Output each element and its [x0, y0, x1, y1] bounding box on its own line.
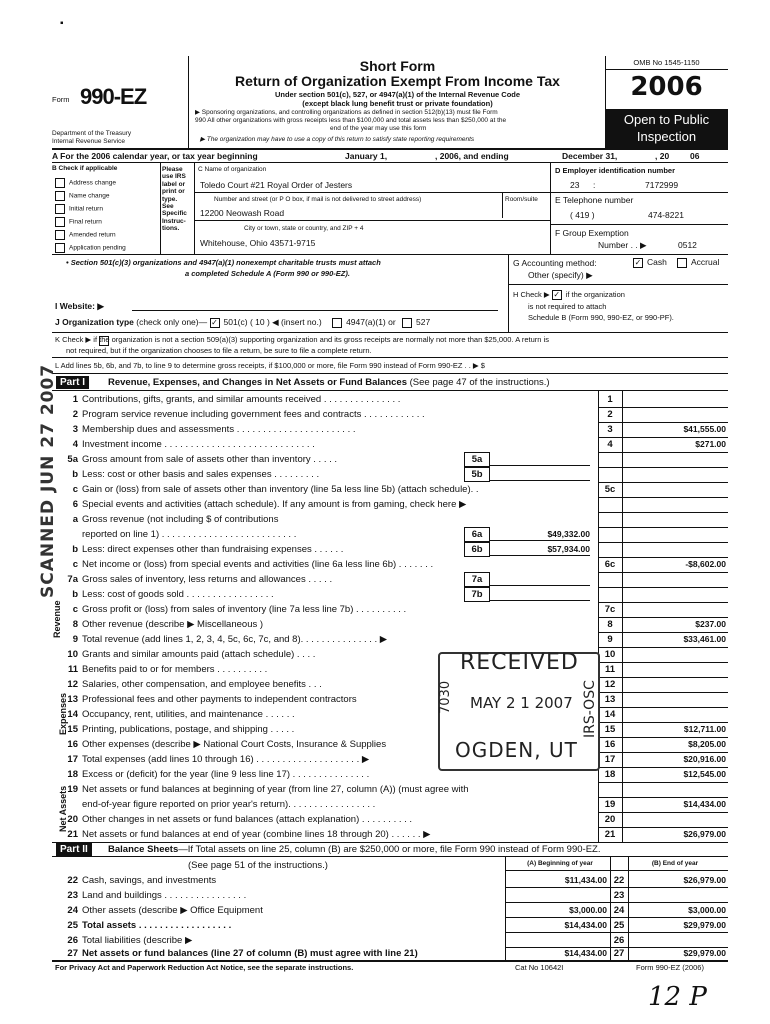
line-number: c [72, 484, 78, 495]
line-number: 8 [72, 619, 78, 630]
inner-amount[interactable] [490, 587, 590, 601]
scan-mark: ▪ [60, 18, 64, 29]
part-1-line [52, 602, 728, 617]
received-text: RECEIVED [460, 650, 579, 675]
line-box-label: 4 [607, 439, 613, 450]
part-1-line [52, 407, 728, 422]
tax-year: 2006 [630, 72, 703, 102]
line-description: Other expenses (describe ▶ National Court Costs, Insurance & Supplies [82, 739, 387, 750]
line-description: Contributions, gifts, grants, and similar amounts received . . . . . . . . . . . . . . . [82, 394, 401, 405]
end-year-amount[interactable]: $3,000.00 [688, 905, 726, 915]
part-2-line [52, 946, 728, 961]
line-description: Total expenses (add lines 10 through 16) . . . . . . . . . . . . . . . . . . . . ▶ [82, 754, 370, 765]
org-name[interactable]: Toledo Court #21 Royal Order of Jesters [200, 180, 353, 190]
line-box-label: 24 [613, 905, 625, 916]
open-public-text: Open to Public [623, 112, 710, 127]
city-label: City or town, state or country, and ZIP + 4 [244, 225, 364, 232]
part-1-line [52, 707, 728, 722]
line-box-label: 3 [607, 424, 613, 435]
line-description: Other changes in net assets or fund balances (attach explanation) . . . . . . . . . . [82, 814, 413, 825]
part-1-line [52, 797, 728, 812]
line-number: 5a [67, 454, 78, 465]
line-k-2: not required, but if the organization chooses to file a return, be sure to file a complete return. [66, 346, 372, 355]
part-1-line [52, 647, 728, 662]
side-label-net-assets: Net Assets [58, 785, 68, 832]
line-number: 21 [67, 829, 78, 840]
schedule-b-checkbox[interactable]: ✓ [553, 290, 561, 300]
check-final-return[interactable]: Final return [55, 217, 102, 227]
line-description: Professional fees and other payments to independent contractors [82, 694, 357, 705]
line-number: b [72, 544, 78, 555]
side-label-expenses: Expenses [58, 692, 68, 735]
inner-amount[interactable] [490, 467, 590, 481]
street-label: Number and street (or P O box, if mail is not delivered to street address) [214, 196, 422, 203]
line-number: 27 [67, 948, 78, 959]
accounting-accrual[interactable]: Accrual [677, 257, 719, 268]
handwritten-note: 12 P [648, 982, 707, 1012]
part-1-line [52, 587, 728, 602]
beginning-year-amount[interactable]: $14,434.00 [564, 920, 607, 930]
telephone-area[interactable]: ( 419 ) [570, 210, 595, 220]
line-number: 26 [67, 935, 78, 946]
line-box-label: 5c [604, 484, 616, 495]
line-k: K Check ▶ if the organization is not a section 509(a)(3) supporting organization and its gross receipts are normally not more than $25,000. A return is [55, 335, 549, 344]
form-title: Return of Organization Exempt From Income Tax [235, 73, 560, 89]
part-1-line [52, 722, 728, 737]
part-1-line [52, 497, 728, 512]
part-1-line [52, 512, 728, 527]
part-1-line [52, 812, 728, 827]
line-amount[interactable]: $41,555.00 [683, 424, 726, 434]
line-description: reported on line 1) . . . . . . . . . . . . . . . . . . . . . . . . . . [82, 529, 297, 540]
accounting-method-label: G Accounting method: [513, 258, 597, 268]
line-number: b [72, 469, 78, 480]
line-number: 11 [67, 664, 78, 675]
line-number: 13 [67, 694, 78, 705]
tax-year-begin: January 1, [345, 151, 388, 161]
line-number: 14 [67, 709, 78, 720]
line-number: 1 [72, 394, 78, 405]
line-description: Grants and similar amounts paid (attach schedule) . . . . [82, 649, 316, 660]
line-a-mid: , 2006, and ending [435, 151, 509, 161]
beginning-year-amount[interactable]: $14,434.00 [564, 948, 607, 958]
line-box-label: 14 [604, 709, 616, 720]
telephone-number[interactable]: 474-8221 [648, 210, 684, 220]
part-1-line [52, 617, 728, 632]
line-description: Net assets or fund balances at end of year (combine lines 18 through 20) . . . . . . ▶ [82, 829, 431, 840]
part-1-line [52, 827, 728, 842]
line-number: 22 [67, 875, 78, 886]
ein-suffix[interactable]: 7172999 [645, 180, 679, 190]
form-footer-id: Form 990-EZ (2006) [636, 963, 704, 972]
line-box-label: 2 [607, 409, 613, 420]
tax-year-end-year: 06 [690, 151, 700, 161]
part-1-line [52, 542, 728, 557]
line-description: Less: direct expenses other than fundraising expenses . . . . . . [82, 544, 344, 555]
line-box-label: 6c [604, 559, 616, 570]
line-description: Other revenue (describe ▶ Miscellaneous ) [82, 619, 264, 630]
part-1-line [52, 662, 728, 677]
part-1-line [52, 737, 728, 752]
group-exemption-label: F Group Exemption [555, 228, 629, 238]
line-box-label: 9 [607, 634, 613, 645]
end-year-amount[interactable]: $26,979.00 [683, 875, 726, 885]
line-description: Other assets (describe ▶ Office Equipment [82, 905, 263, 916]
state-note: ▶ The organization may have to use a copy of this return to satisfy state reporting requirements [200, 136, 475, 143]
line-description: Occupancy, rent, utilities, and maintenance . . . . . . [82, 709, 295, 720]
part-1-line [52, 557, 728, 572]
city-state-zip[interactable]: Whitehouse, Ohio 43571-9715 [200, 238, 316, 248]
part-2-line [52, 873, 728, 888]
accrual-checkbox[interactable] [677, 258, 687, 268]
inner-amount[interactable] [490, 452, 590, 466]
line-description: Net income or (loss) from special events and activities (line 6a less line 6b) . . . . . . . [82, 559, 434, 570]
line-number: 2 [72, 409, 78, 420]
check-name-change[interactable]: Name change [55, 191, 109, 201]
inner-box-label: 5a [464, 452, 490, 467]
street-address[interactable]: 12200 Neowash Road [200, 208, 285, 218]
inner-box-label: 6a [464, 527, 490, 542]
line-a-label: A For the 2006 calendar year, or tax year beginning [52, 151, 258, 161]
line-box-label: 18 [604, 769, 616, 780]
line-description: Salaries, other compensation, and employee benefits . . . [82, 679, 322, 690]
irs-label: Internal Revenue Service [52, 138, 125, 145]
line-amount[interactable]: $14,434.00 [683, 799, 726, 809]
line-description: Excess or (deficit) for the year (line 9 less line 17) . . . . . . . . . . . . . . . [82, 769, 370, 780]
line-number: b [72, 589, 78, 600]
line-number: c [72, 604, 78, 615]
inner-box-label: 6b [464, 542, 490, 557]
inner-box-label: 5b [464, 467, 490, 482]
part-1-line [52, 392, 728, 407]
line-amount[interactable]: $237.00 [695, 619, 726, 629]
scanned-stamp: SCANNED JUN 27 2007 [38, 363, 58, 598]
line-box-label: 12 [604, 679, 616, 690]
line-box-label: 23 [613, 890, 625, 901]
website-label: I Website: ▶ [55, 301, 104, 311]
line-description: Gross profit or (loss) from sales of inventory (line 7a less line 7b) . . . . . . . . . . [82, 604, 407, 615]
line-number: 23 [67, 890, 78, 901]
line-description: Printing, publications, postage, and shipping . . . . . [82, 724, 295, 735]
line-box-label: 13 [604, 694, 616, 705]
line-number: 12 [67, 679, 78, 690]
line-box-label: 26 [613, 935, 625, 946]
line-amount[interactable]: $271.00 [695, 439, 726, 449]
form-subtitle-1: Under section 501(c), 527, or 4947(a)(1) of the Internal Revenue Code [274, 90, 521, 99]
stamp-code: 7030 [438, 680, 453, 714]
accounting-other[interactable]: Other (specify) ▶ [528, 270, 593, 280]
part-1-line [52, 632, 728, 647]
line-description: Program service revenue including government fees and contracts . . . . . . . . . . . . [82, 409, 425, 420]
tax-year-end: December 31, [562, 151, 618, 161]
open-public-box [605, 109, 728, 148]
inner-amount[interactable]: $49,332.00 [490, 527, 590, 541]
line-description: Less: cost or other basis and sales expenses . . . . . . . . . [82, 469, 320, 480]
line-number: 4 [72, 439, 78, 450]
part-1-title: Revenue, Expenses, and Changes in Net Assets or Fund Balances (See page 47 of the instructions.) [108, 377, 550, 388]
part-2-line [52, 903, 728, 918]
line-number: 16 [67, 739, 78, 750]
col-b-header: (B) End of year [651, 860, 699, 867]
part-1-line [52, 767, 728, 782]
group-exemption-number[interactable]: 0512 [678, 240, 697, 250]
line-box-label: 27 [613, 948, 625, 959]
form-subtitle-2: (except black lung benefit trust or private foundation) [302, 99, 493, 108]
part-1-line [52, 752, 728, 767]
line-box-label: 11 [604, 664, 616, 675]
sponsor-note-3: end of the year may use this form [330, 125, 427, 132]
schedule-b-line2: is not required to attach [528, 302, 607, 311]
line-description: Benefits paid to or for members . . . . . . . . . . [82, 664, 268, 675]
line-box-label: 22 [613, 875, 625, 886]
part-2-line [52, 888, 728, 903]
line-number: 24 [67, 905, 78, 916]
line-number: 10 [67, 649, 78, 660]
schedule-b-check[interactable]: H Check ▶ ✓ if the organization [513, 290, 625, 300]
part-1-line [52, 572, 728, 587]
line-number: 18 [67, 769, 78, 780]
line-number: 15 [67, 724, 78, 735]
sponsor-note-1: ▶ Sponsoring organizations, and controlling organizations as defined in section 512(b)(13) must file Form [195, 109, 498, 116]
line-description: Net assets or fund balances (line 27 of column (B) must agree with line 21) [82, 948, 418, 959]
part-1-line [52, 467, 728, 482]
line-number: 17 [67, 754, 78, 765]
part-1-tag: Part I [56, 376, 89, 389]
side-label-revenue: Revenue [52, 600, 62, 638]
please-use-irs-label: Please use IRS label or print or type. See Specific Instruc- tions. [162, 166, 187, 233]
inner-box-label: 7b [464, 587, 490, 602]
line-description: end-of-year figure reported on prior year's return). . . . . . . . . . . . . . . . . [82, 799, 376, 810]
part-1-line [52, 677, 728, 692]
line-number: 3 [72, 424, 78, 435]
line-number: 25 [67, 920, 78, 931]
schedule-a-notice-2: a completed Schedule A (Form 990 or 990-EZ). [185, 269, 350, 278]
inner-box-label: 7a [464, 572, 490, 587]
check-address-change[interactable]: Address change [55, 178, 116, 188]
part-1-line [52, 527, 728, 542]
catalog-number: Cat No 10642I [515, 963, 564, 972]
telephone-label: E Telephone number [555, 195, 634, 205]
part-1-line [52, 422, 728, 437]
line-description: Cash, savings, and investments [82, 875, 217, 886]
omb-number: OMB No 1545-1150 [633, 58, 700, 67]
check-amended-return[interactable]: Amended return [55, 230, 116, 240]
line-description: Gross revenue (not including $ of contributions [82, 514, 279, 525]
check-application-pending[interactable]: Application pending [55, 243, 126, 253]
line-description: Special events and activities (attach schedule). If any amount is from gaming, check here ▶ [82, 499, 467, 510]
line-description: Gross sales of inventory, less returns and allowances . . . . . [82, 574, 333, 585]
sponsor-note-2: 990 All other organizations with gross receipts less than $100,000 and total assets less than $250,000 at the [195, 117, 507, 124]
line-box-label: 10 [604, 649, 616, 660]
beginning-year-amount[interactable]: $3,000.00 [569, 905, 607, 915]
line-description: Investment income . . . . . . . . . . . . . . . . . . . . . . . . . . . . . [82, 439, 315, 450]
schedule-a-notice: • Section 501(c)(3) organizations and 4947(a)(1) nonexempt charitable trusts must attach [66, 258, 381, 267]
line-description: Gain or (loss) from sale of assets other than inventory (line 5a less line 5b) (attach schedule). . [82, 484, 479, 495]
527-checkbox[interactable] [402, 318, 412, 328]
line-amount[interactable]: $33,461.00 [683, 634, 726, 644]
ein-prefix[interactable]: 23 [570, 180, 580, 190]
end-year-amount[interactable]: $29,979.00 [683, 948, 726, 958]
line-description: Total revenue (add lines 1, 2, 3, 4, 5c, 6c, 7c, and 8). . . . . . . . . . . . . . . ▶ [82, 634, 388, 645]
line-box-label: 15 [604, 724, 616, 735]
line-amount[interactable]: $8,205.00 [688, 739, 726, 749]
received-stamp [438, 652, 600, 771]
privacy-notice: For Privacy Act and Paperwork Reduction Act Notice, see the separate instructions. [55, 963, 354, 972]
line-box-label: 19 [604, 799, 616, 810]
form-number: 990-EZ [80, 84, 147, 109]
line-description: Net assets or fund balances at beginning of year (from line 27, column (A)) (must agree with [82, 784, 469, 795]
line-description: Land and buildings . . . . . . . . . . . . . . . . [82, 890, 247, 901]
line-number: 6 [72, 499, 78, 510]
line-amount[interactable]: $26,979.00 [683, 829, 726, 839]
part-1-line [52, 692, 728, 707]
part-1-line [52, 452, 728, 467]
line-number: a [72, 514, 78, 525]
line-amount[interactable]: $20,916.00 [683, 754, 726, 764]
line-box-label: 1 [607, 394, 613, 405]
beginning-year-amount[interactable]: $11,434.00 [564, 875, 607, 885]
501c-checkbox[interactable]: ✓ [211, 317, 218, 327]
line-box-label: 8 [607, 619, 613, 630]
part-2-see-page: (See page 51 of the instructions.) [188, 860, 328, 871]
org-type-row: J Organization type (check only one)— ✓ 501(c) ( 10 ) ◀ (insert no.) 4947(a)(1) or 527 [55, 317, 431, 327]
line-box-label: 16 [604, 739, 616, 750]
line-amount[interactable]: $12,711.00 [683, 724, 726, 734]
line-number: 20 [67, 814, 78, 825]
accounting-cash[interactable]: ✓ Cash [634, 257, 667, 267]
room-suite-label: Room/suite [505, 196, 538, 203]
line-amount[interactable]: $12,545.00 [683, 769, 726, 779]
received-date: MAY 2 1 2007 [470, 694, 573, 712]
line-box-label: 20 [604, 814, 616, 825]
received-location: OGDEN, UT [455, 738, 578, 762]
line-box-label: 21 [604, 829, 616, 840]
ein-label: D Employer identification number [555, 166, 676, 175]
inner-amount[interactable] [490, 572, 590, 586]
inspection-text: Inspection [636, 129, 697, 144]
line-number: 7a [67, 574, 78, 585]
part-2-line [52, 918, 728, 933]
part-2-title: Balance Sheets—If Total assets on line 25, column (B) are $250,000 or more, file Form 990 instead of Form 990-EZ. [108, 844, 601, 855]
line-description: Membership dues and assessments . . . . . . . . . . . . . . . . . . . . . . . [82, 424, 356, 435]
line-box-label: 25 [613, 920, 625, 931]
part-2-tag: Part II [56, 843, 92, 856]
line-l: L Add lines 5b, 6b, and 7b, to line 9 to determine gross receipts, if $100,000 or more, file Form 990 instead of Form 990-EZ . . ▶ $ [55, 361, 485, 370]
col-a-header: (A) Beginning of year [527, 860, 593, 867]
part-1-line [52, 437, 728, 452]
schedule-b-line3: Schedule B (Form 990, 990-EZ, or 990-PF). [528, 313, 674, 322]
line-box-label: 17 [604, 754, 616, 765]
ein-separator: : [593, 180, 596, 190]
4947-checkbox[interactable] [332, 318, 342, 328]
cash-checkbox[interactable]: ✓ [634, 257, 642, 267]
line-number: 19 [67, 784, 78, 795]
line-k-checkbox[interactable] [99, 336, 109, 346]
line-amount[interactable]: -$8,602.00 [685, 559, 726, 569]
check-applicable-label: B Check if applicable [52, 165, 118, 172]
org-name-label: C Name of organization [198, 166, 267, 173]
line-description: Total liabilities (describe ▶ [82, 935, 193, 946]
line-box-label: 7c [604, 604, 616, 615]
line-description: Total assets . . . . . . . . . . . . . . . . . . [82, 920, 232, 931]
line-a-year-label: , 20 [655, 151, 670, 161]
line-description: Gross amount from sale of assets other than inventory . . . . . [82, 454, 338, 465]
end-year-amount[interactable]: $29,979.00 [683, 920, 726, 930]
group-number-label: Number . . ▶ [598, 240, 647, 250]
part-1-line [52, 482, 728, 497]
line-number: 9 [72, 634, 78, 645]
inner-amount[interactable]: $57,934.00 [490, 542, 590, 556]
line-number: c [72, 559, 78, 570]
form-label: Form [52, 95, 70, 104]
short-form-title: Short Form [359, 58, 436, 74]
line-description: Less: cost of goods sold . . . . . . . . . . . . . . . . . [82, 589, 274, 600]
check-initial-return[interactable]: Initial return [55, 204, 103, 214]
part-1-line [52, 782, 728, 797]
dept-treasury: Department of the Treasury [52, 130, 132, 137]
irs-osc-text: IRS-OSC [582, 680, 598, 738]
